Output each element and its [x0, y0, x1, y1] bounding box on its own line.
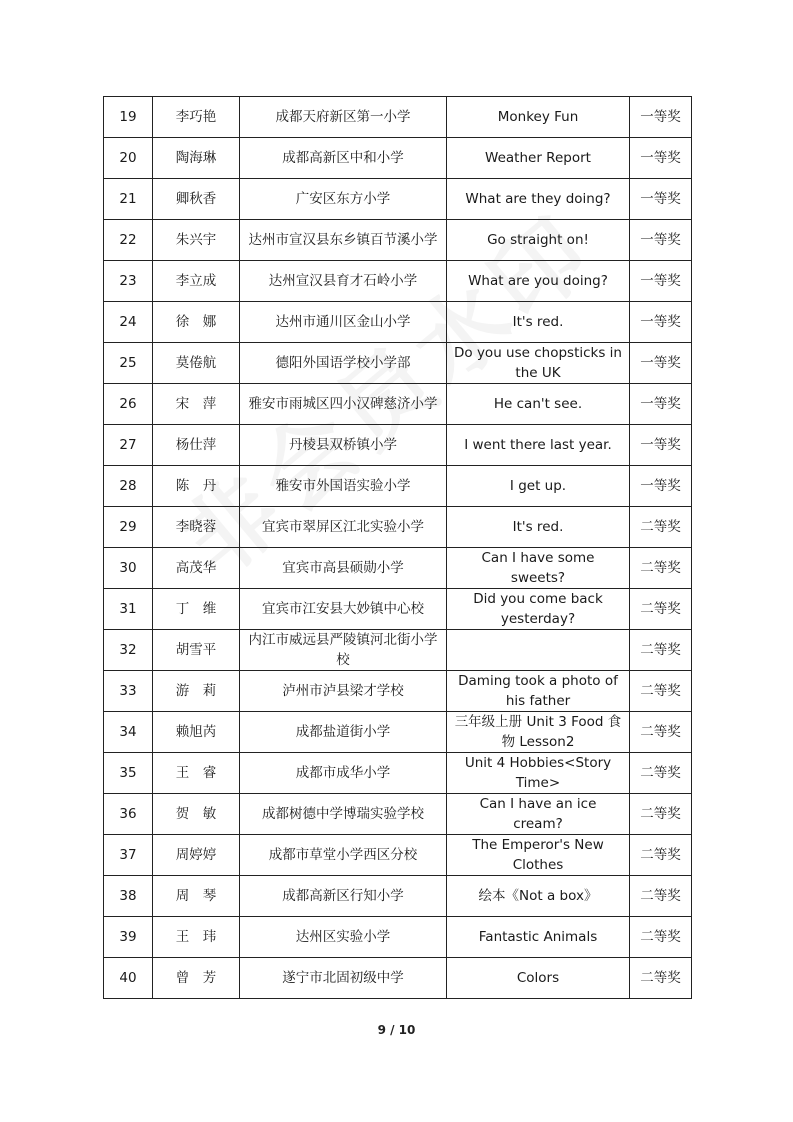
lesson-title: What are they doing? [447, 179, 630, 220]
table-row [104, 179, 692, 220]
award-level: 二等奖 [630, 548, 692, 589]
lesson-title: Did you come back yesterday? [447, 589, 630, 630]
table-row [104, 917, 692, 958]
school-name: 成都市草堂小学西区分校 [240, 835, 447, 876]
school-name: 内江市威远县严陵镇河北街小学校 [240, 630, 447, 671]
award-level: 二等奖 [630, 958, 692, 999]
table-row [104, 876, 692, 917]
table-row [104, 302, 692, 343]
row-number: 30 [104, 548, 153, 589]
award-level: 二等奖 [630, 671, 692, 712]
award-level: 二等奖 [630, 794, 692, 835]
teacher-name: 赖旭芮 [153, 712, 240, 753]
table-row [104, 138, 692, 179]
lesson-title: Fantastic Animals [447, 917, 630, 958]
row-number: 28 [104, 466, 153, 507]
school-name: 成都盐道街小学 [240, 712, 447, 753]
lesson-title: Can I have some sweets? [447, 548, 630, 589]
award-level: 一等奖 [630, 97, 692, 138]
row-number: 20 [104, 138, 153, 179]
teacher-name: 朱兴宇 [153, 220, 240, 261]
teacher-name: 丁 维 [153, 589, 240, 630]
lesson-title: Unit 4 Hobbies<Story Time> [447, 753, 630, 794]
table-row [104, 671, 692, 712]
table-row [104, 589, 692, 630]
award-level: 一等奖 [630, 179, 692, 220]
row-number: 19 [104, 97, 153, 138]
award-level: 二等奖 [630, 589, 692, 630]
award-level: 二等奖 [630, 835, 692, 876]
teacher-name: 曾 芳 [153, 958, 240, 999]
table-row [104, 958, 692, 999]
school-name: 达州市宣汉县东乡镇百节溪小学 [240, 220, 447, 261]
page-number: 9 / 10 [377, 1023, 416, 1037]
table-row [104, 712, 692, 753]
row-number: 31 [104, 589, 153, 630]
row-number: 40 [104, 958, 153, 999]
teacher-name: 陶海琳 [153, 138, 240, 179]
teacher-name: 李晓蓉 [153, 507, 240, 548]
teacher-name: 莫倦航 [153, 343, 240, 384]
teacher-name: 李立成 [153, 261, 240, 302]
school-name: 广安区东方小学 [240, 179, 447, 220]
teacher-name: 贺 敏 [153, 794, 240, 835]
award-level: 一等奖 [630, 466, 692, 507]
lesson-title: Monkey Fun [447, 97, 630, 138]
lesson-title: It's red. [447, 302, 630, 343]
award-level: 一等奖 [630, 425, 692, 466]
school-name: 宜宾市翠屏区江北实验小学 [240, 507, 447, 548]
school-name: 丹棱县双桥镇小学 [240, 425, 447, 466]
row-number: 23 [104, 261, 153, 302]
table-row [104, 507, 692, 548]
teacher-name: 宋 萍 [153, 384, 240, 425]
award-level: 二等奖 [630, 876, 692, 917]
teacher-name: 李巧艳 [153, 97, 240, 138]
table-row [104, 261, 692, 302]
table-row [104, 794, 692, 835]
table-row [104, 630, 692, 671]
award-table [103, 96, 692, 999]
lesson-title: Weather Report [447, 138, 630, 179]
lesson-title: Do you use chopsticks in the UK [447, 343, 630, 384]
row-number: 35 [104, 753, 153, 794]
table-row [104, 220, 692, 261]
lesson-title: 三年级上册 Unit 3 Food 食物 Lesson2 [447, 712, 630, 753]
lesson-title: What are you doing? [447, 261, 630, 302]
school-name: 成都高新区中和小学 [240, 138, 447, 179]
table-row [104, 97, 692, 138]
lesson-title: I went there last year. [447, 425, 630, 466]
school-name: 成都高新区行知小学 [240, 876, 447, 917]
school-name: 成都树德中学博瑞实验学校 [240, 794, 447, 835]
award-level: 一等奖 [630, 261, 692, 302]
row-number: 27 [104, 425, 153, 466]
lesson-title: Daming took a photo of his father [447, 671, 630, 712]
row-number: 22 [104, 220, 153, 261]
row-number: 34 [104, 712, 153, 753]
school-name: 达州市通川区金山小学 [240, 302, 447, 343]
lesson-title: I get up. [447, 466, 630, 507]
teacher-name: 王 玮 [153, 917, 240, 958]
row-number: 38 [104, 876, 153, 917]
school-name: 德阳外国语学校小学部 [240, 343, 447, 384]
school-name: 达州区实验小学 [240, 917, 447, 958]
table-row [104, 425, 692, 466]
award-level: 二等奖 [630, 753, 692, 794]
lesson-title: He can't see. [447, 384, 630, 425]
teacher-name: 陈 丹 [153, 466, 240, 507]
award-level: 一等奖 [630, 384, 692, 425]
award-level: 二等奖 [630, 507, 692, 548]
table-row [104, 835, 692, 876]
award-level: 一等奖 [630, 302, 692, 343]
row-number: 32 [104, 630, 153, 671]
row-number: 37 [104, 835, 153, 876]
award-level: 一等奖 [630, 220, 692, 261]
row-number: 24 [104, 302, 153, 343]
table-row [104, 384, 692, 425]
school-name: 宜宾市江安县大妙镇中心校 [240, 589, 447, 630]
lesson-title: 绘本《Not a box》 [447, 876, 630, 917]
school-name: 达州宣汉县育才石岭小学 [240, 261, 447, 302]
table-row [104, 548, 692, 589]
teacher-name: 卿秋香 [153, 179, 240, 220]
teacher-name: 周 琴 [153, 876, 240, 917]
row-number: 39 [104, 917, 153, 958]
award-table-body [104, 97, 692, 999]
lesson-title: Colors [447, 958, 630, 999]
row-number: 33 [104, 671, 153, 712]
school-name: 雅安市外国语实验小学 [240, 466, 447, 507]
row-number: 21 [104, 179, 153, 220]
table-row [104, 466, 692, 507]
teacher-name: 王 睿 [153, 753, 240, 794]
award-level: 一等奖 [630, 343, 692, 384]
school-name: 泸州市泸县梁才学校 [240, 671, 447, 712]
lesson-title: It's red. [447, 507, 630, 548]
table-row [104, 343, 692, 384]
lesson-title: Go straight on! [447, 220, 630, 261]
school-name: 成都市成华小学 [240, 753, 447, 794]
teacher-name: 高茂华 [153, 548, 240, 589]
teacher-name: 周婷婷 [153, 835, 240, 876]
school-name: 遂宁市北固初级中学 [240, 958, 447, 999]
school-name: 宜宾市高县硕勋小学 [240, 548, 447, 589]
school-name: 成都天府新区第一小学 [240, 97, 447, 138]
row-number: 25 [104, 343, 153, 384]
row-number: 26 [104, 384, 153, 425]
row-number: 29 [104, 507, 153, 548]
teacher-name: 杨仕萍 [153, 425, 240, 466]
award-level: 一等奖 [630, 138, 692, 179]
teacher-name: 徐 娜 [153, 302, 240, 343]
award-level: 二等奖 [630, 712, 692, 753]
row-number: 36 [104, 794, 153, 835]
lesson-title: The Emperor's New Clothes [447, 835, 630, 876]
teacher-name: 游 莉 [153, 671, 240, 712]
lesson-title: Can I have an ice cream? [447, 794, 630, 835]
award-level: 二等奖 [630, 917, 692, 958]
lesson-title [447, 630, 630, 671]
school-name: 雅安市雨城区四小汉碑慈济小学 [240, 384, 447, 425]
award-level: 二等奖 [630, 630, 692, 671]
table-row [104, 753, 692, 794]
teacher-name: 胡雪平 [153, 630, 240, 671]
